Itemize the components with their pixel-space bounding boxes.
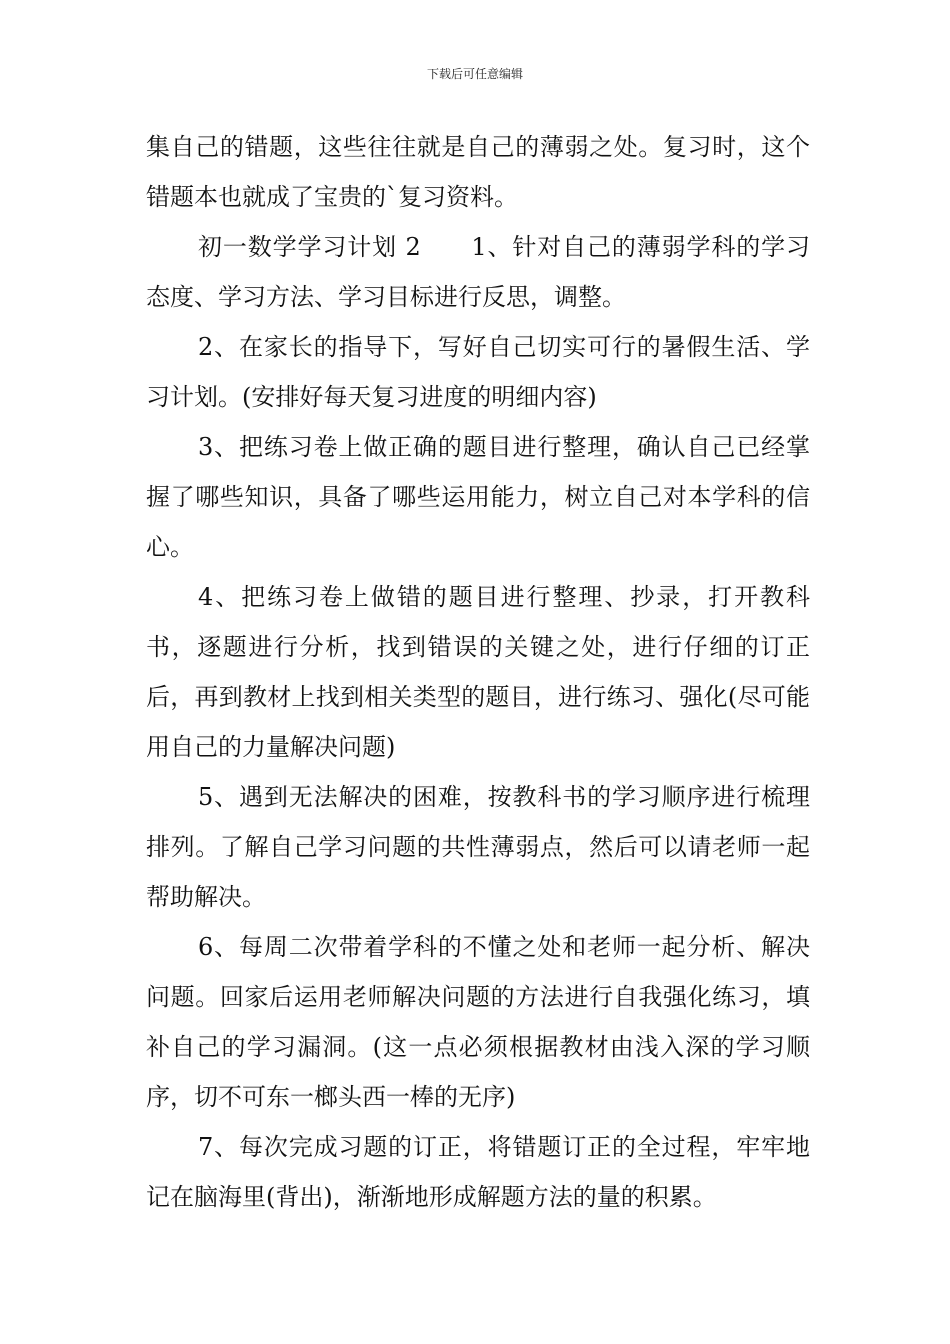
paragraph-item-4: 4、把练习卷上做错的题目进行整理、抄录，打开教科书，逐题进行分析，找到错误的关键之处，进行仔细的订正后，再到教材上找到相关类型的题目，进行练习、强化(尽可能用自己的力量解决问题) <box>146 583 810 761</box>
document-body <box>146 122 810 1222</box>
paragraph-item-2: 2、在家长的指导下，写好自己切实可行的暑假生活、学习计划。(安排好每天复习进度的明细内容) <box>146 333 810 411</box>
paragraph-continuation: 集自己的错题，这些往往就是自己的薄弱之处。复习时，这个错题本也就成了宝贵的`复习资料。 <box>146 133 810 211</box>
page-header: 下载后可任意编辑 <box>426 67 523 81</box>
paragraph-item-3: 3、把练习卷上做正确的题目进行整理，确认自己已经掌握了哪些知识，具备了哪些运用能力，树立自己对本学科的信心。 <box>146 433 810 561</box>
paragraph-plan-title-item-1: 初一数学学习计划 2 1、针对自己的薄弱学科的学习态度、学习方法、学习目标进行反思，调整。 <box>146 233 810 311</box>
paragraph-item-7: 7、每次完成习题的订正，将错题订正的全过程，牢牢地记在脑海里(背出)，渐渐地形成解题方法的量的积累。 <box>146 1133 810 1211</box>
paragraph-item-5: 5、遇到无法解决的困难，按教科书的学习顺序进行梳理排列。了解自己学习问题的共性薄弱点，然后可以请老师一起帮助解决。 <box>146 783 810 911</box>
paragraph-item-6: 6、每周二次带着学科的不懂之处和老师一起分析、解决问题。回家后运用老师解决问题的方法进行自我强化练习，填补自己的学习漏洞。(这一点必须根据教材由浅入深的学习顺序，切不可东一榔头西一棒的无序) <box>146 933 810 1111</box>
